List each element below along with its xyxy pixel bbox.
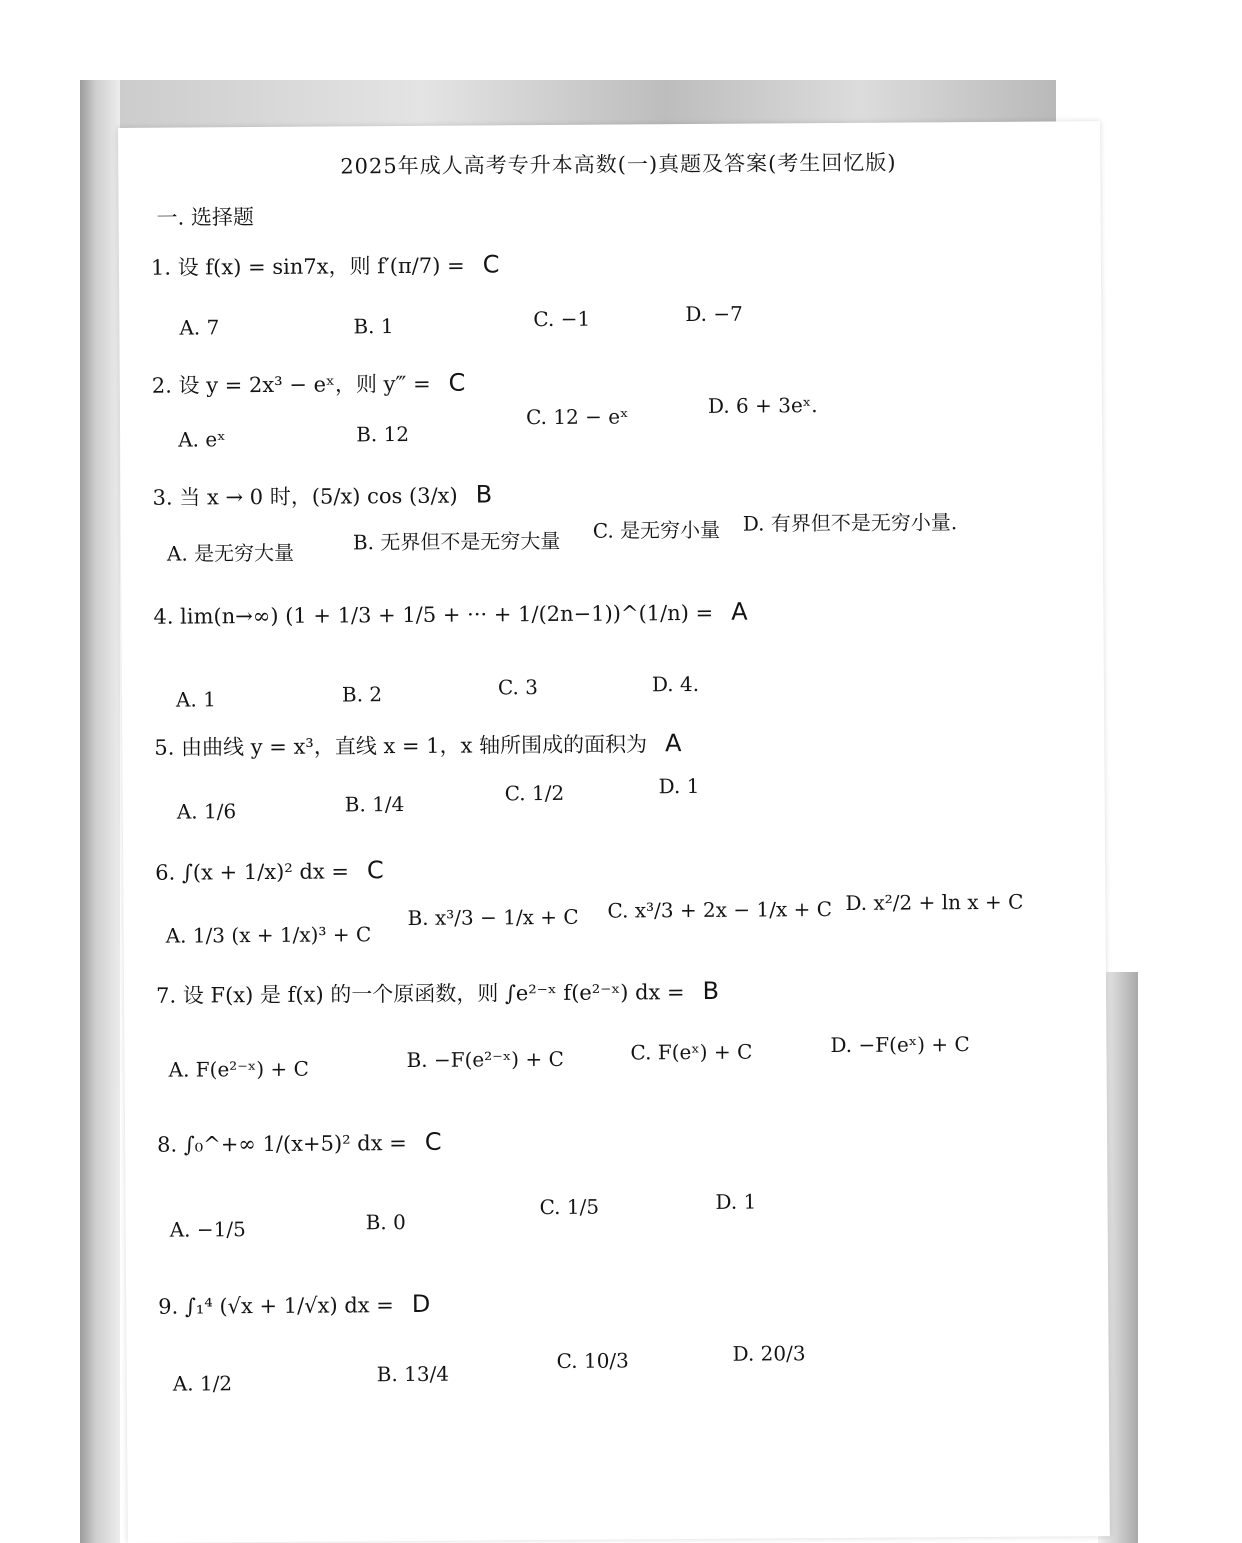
option-d: D. −F(eˣ) + C (830, 1032, 970, 1058)
option-a: A. 7 (179, 315, 220, 340)
option-a: A. 1/6 (176, 799, 237, 824)
option-b: B. 13/4 (376, 1361, 450, 1387)
option-b: B. 2 (341, 682, 383, 707)
option-a: A. 1/3 (x + 1/x)³ + C (165, 922, 372, 948)
option-a: A. 1 (175, 687, 216, 712)
option-d: D. x²/2 + ln x + C (845, 889, 1024, 915)
option-a: A. eˣ (178, 427, 226, 452)
answer-mark: C (366, 856, 384, 885)
option-b: B. 无界但不是无穷大量 (352, 528, 561, 555)
question-5 (154, 728, 681, 762)
question-2 (152, 368, 466, 400)
option-b: B. 1 (353, 314, 394, 339)
question-stem: 9. ∫₁⁴ (√x + 1/√x) dx = (158, 1293, 394, 1319)
option-a: A. 1/2 (172, 1371, 233, 1396)
option-c: C. 1/5 (539, 1194, 600, 1220)
option-c: C. 3 (497, 675, 539, 700)
option-c: C. 1/2 (504, 780, 565, 806)
option-b: B. 0 (365, 1210, 406, 1235)
option-b: B. 12 (356, 421, 410, 447)
option-d: D. 1 (658, 773, 700, 799)
question-7 (156, 976, 719, 1010)
option-d: D. 有界但不是无穷小量. (742, 510, 958, 536)
option-c: C. 是无穷小量 (592, 517, 721, 543)
question-stem: 4. lim(n→∞) (1 + 1/3 + 1/5 + ··· + 1/(2n−1))^(1/n) = (153, 600, 714, 629)
question-stem: 6. ∫(x + 1/x)² dx = (155, 859, 350, 885)
answer-mark: A (665, 729, 682, 758)
option-b: B. −F(e²⁻ˣ) + C (406, 1046, 564, 1073)
question-4 (153, 598, 747, 630)
question-stem: 8. ∫₀^+∞ 1/(x+5)² dx = (157, 1131, 407, 1157)
option-d: D. 20/3 (732, 1341, 806, 1366)
option-a: A. F(e²⁻ˣ) + C (168, 1056, 309, 1082)
question-3 (152, 479, 492, 511)
option-b: B. x³/3 − 1/x + C (407, 904, 579, 930)
option-a: A. 是无穷大量 (166, 540, 295, 566)
question-1 (151, 249, 500, 281)
option-a: A. −1/5 (169, 1217, 246, 1242)
option-b: B. 1/4 (344, 792, 405, 817)
question-9 (158, 1290, 430, 1320)
paper-sheet (118, 121, 1110, 1543)
answer-mark: C (482, 250, 500, 279)
question-stem: 5. 由曲线 y = x³，直线 x = 1，x 轴所围成的面积为 (154, 732, 648, 760)
option-c: C. F(eˣ) + C (630, 1039, 753, 1065)
scan-shadow-left (80, 80, 120, 1543)
page-title: 2025年成人高考专升本高数(一)真题及答案(考生回忆版) (340, 150, 897, 179)
option-d: D. 1 (715, 1189, 757, 1214)
option-d: D. 6 + 3eˣ. (707, 393, 818, 418)
question-stem: 2. 设 y = 2x³ − eˣ，则 y‴ = (151, 371, 431, 398)
section-heading: 一. 选择题 (156, 205, 255, 230)
answer-mark: C (424, 1127, 442, 1156)
question-6 (155, 856, 384, 886)
answer-mark: D (411, 1289, 431, 1318)
question-stem: 7. 设 F(x) 是 f(x) 的一个原函数，则 ∫e²⁻ˣ f(e²⁻ˣ) dx = (155, 980, 685, 1008)
answer-mark: B (475, 480, 493, 509)
option-c: C. 12 − eˣ (525, 404, 629, 430)
option-c: C. 10/3 (556, 1348, 629, 1373)
answer-mark: A (731, 597, 748, 626)
option-c: C. x³/3 + 2x − 1/x + C (607, 897, 833, 923)
question-stem: 3. 当 x → 0 时，(5/x) cos (3/x) (152, 483, 458, 510)
option-c: C. −1 (533, 306, 591, 332)
answer-mark: B (702, 976, 720, 1005)
answer-mark: C (448, 368, 466, 397)
question-8 (157, 1128, 442, 1158)
question-stem: 1. 设 f(x) = sin7x，则 f′(π/7) = (150, 253, 465, 280)
option-d: D. 4. (651, 671, 700, 697)
option-d: D. −7 (685, 301, 743, 327)
